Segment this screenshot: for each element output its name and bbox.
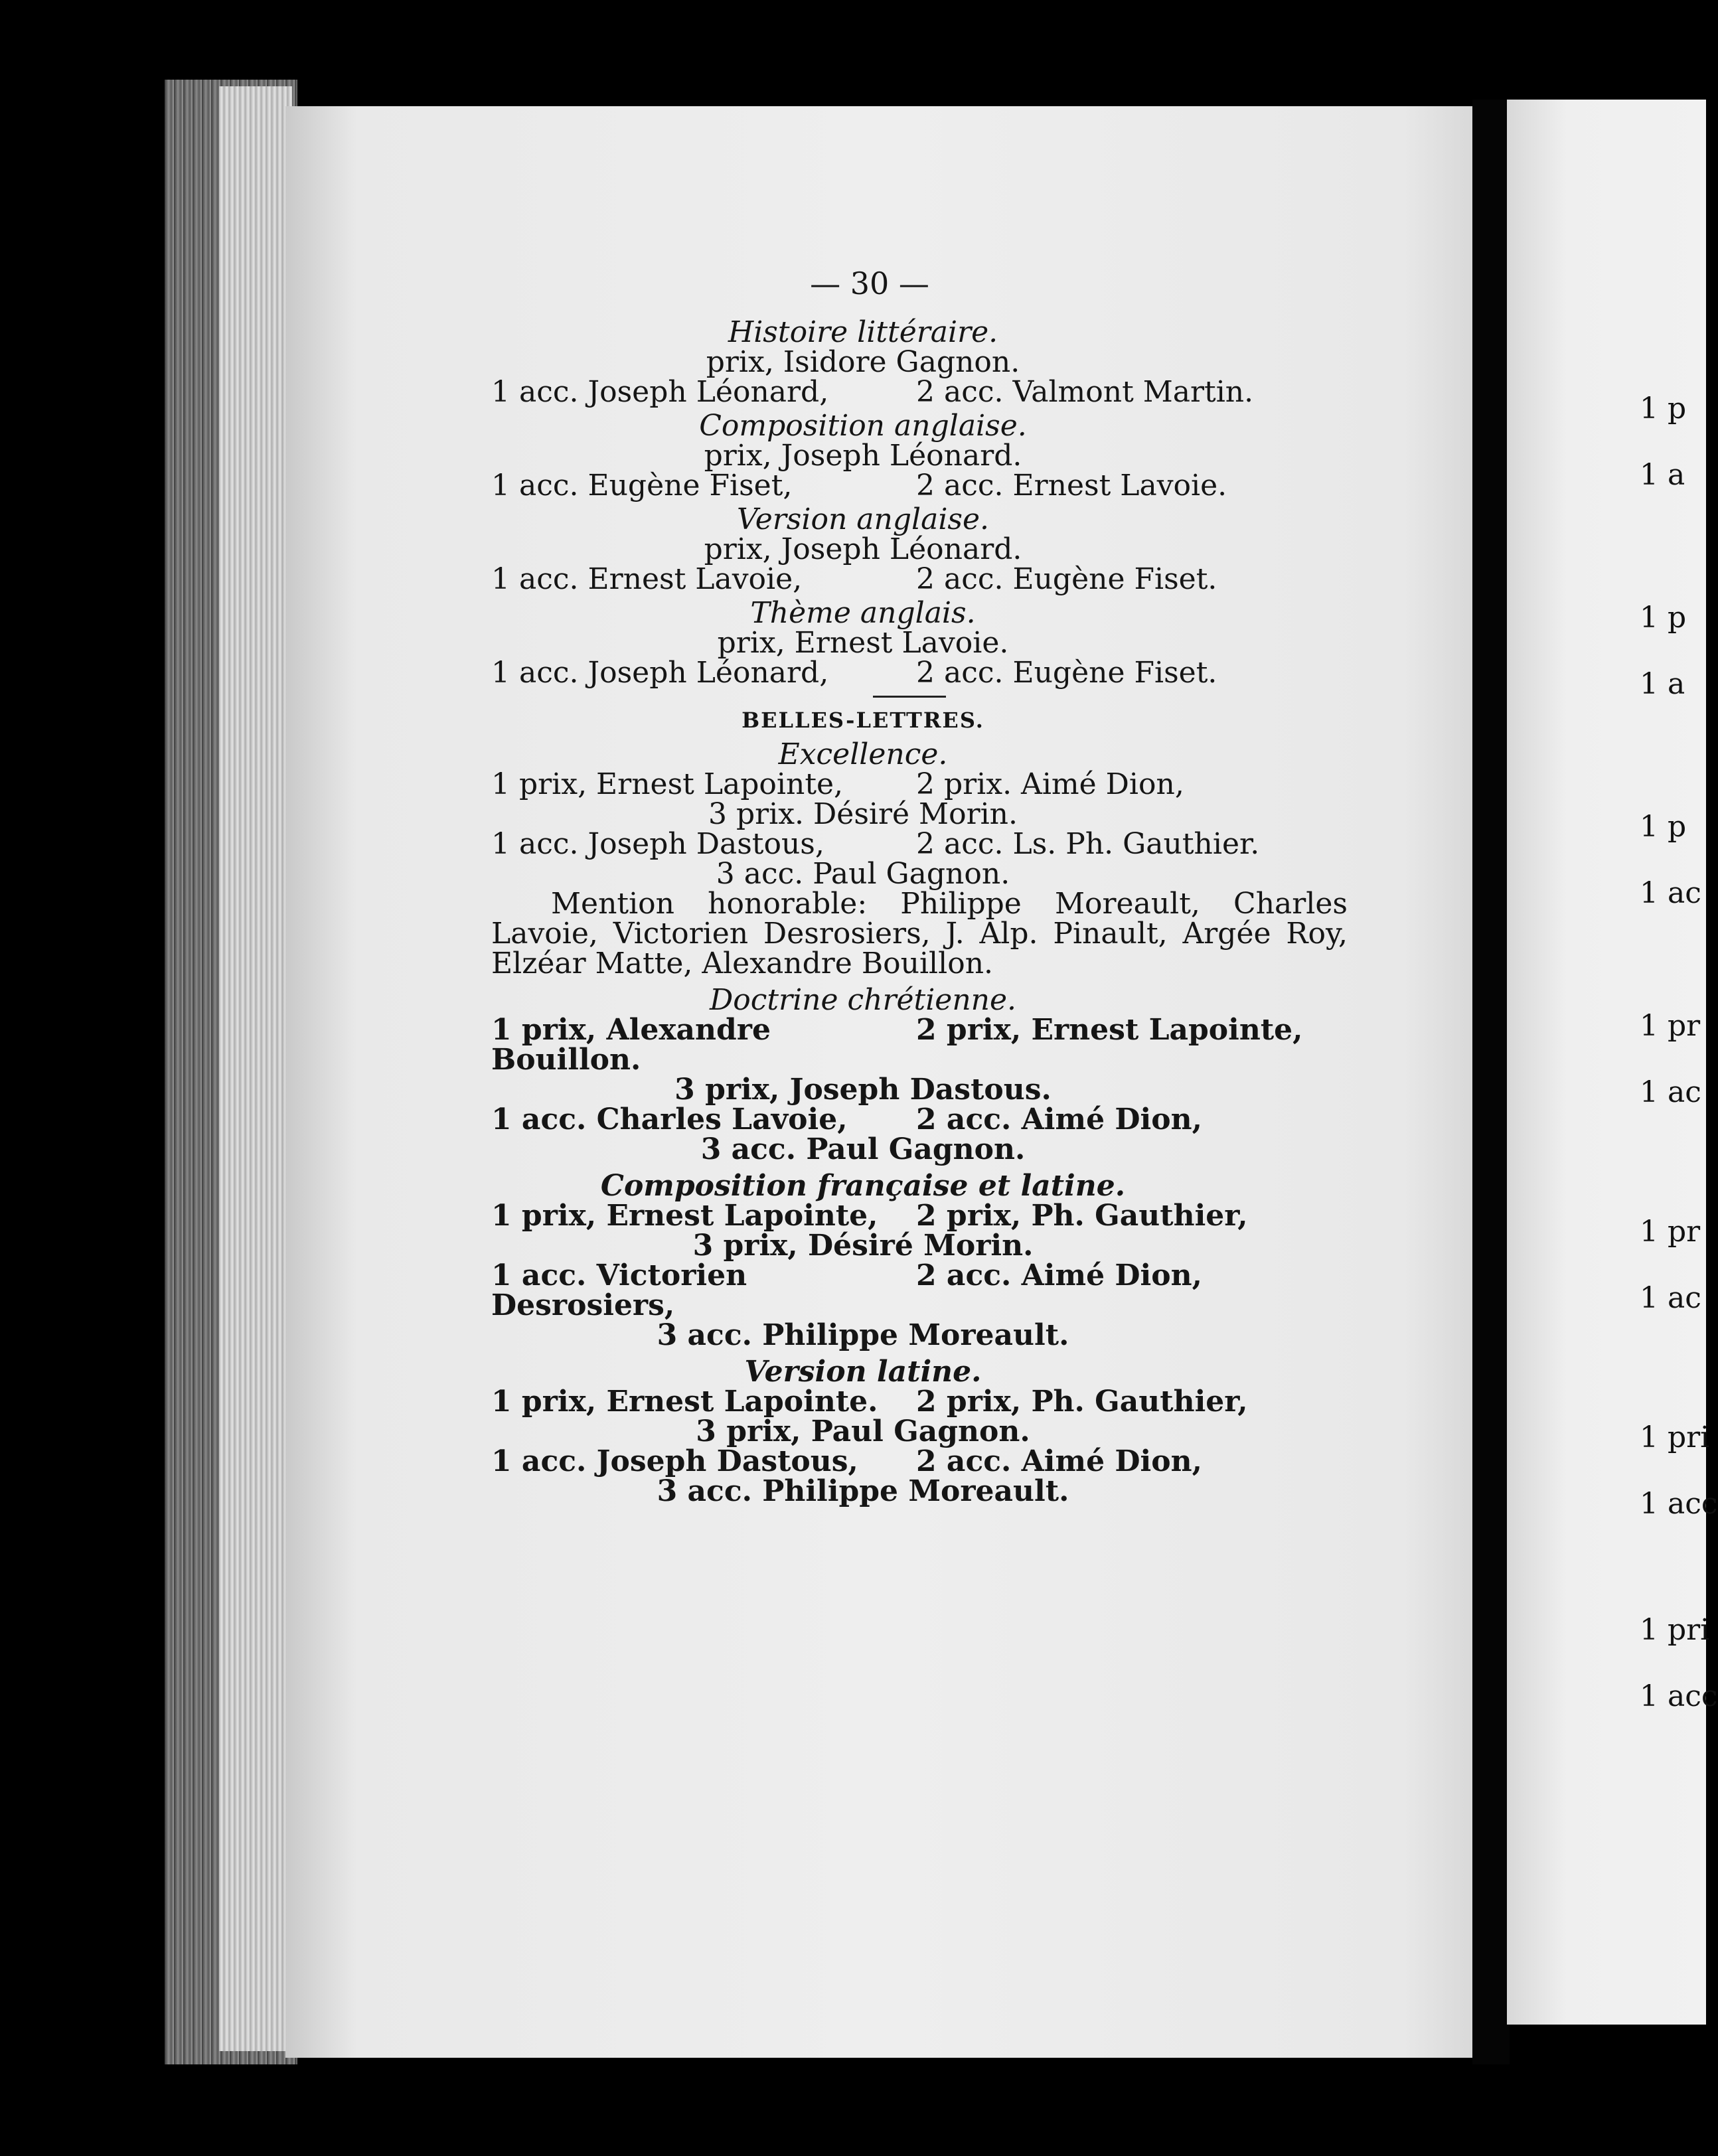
prize-1: 1 prix, Ernest Lapointe,: [491, 767, 844, 801]
prize-2: 2 prix. Aimé Dion,: [916, 767, 1184, 801]
section-heading: Excellence.: [778, 737, 948, 771]
prize-3: 3 prix. Désiré Morin.: [708, 797, 1018, 831]
facing-page-line: 1 pr: [1640, 1215, 1701, 1249]
prize-2: 2 prix, Ph. Gauthier,: [916, 1385, 1248, 1419]
accessit-2: 2 acc. Eugène Fiset.: [916, 656, 1217, 690]
accessit-2: 2 acc. Ernest Lavoie.: [916, 469, 1227, 502]
accessit-row: [491, 829, 1354, 859]
accessit-3: 3 acc. Paul Gagnon.: [716, 857, 1010, 891]
prize-2: 2 prix, Ernest Lapointe,: [916, 1013, 1303, 1047]
facing-page-line: 1 a: [1640, 667, 1685, 701]
facing-page: [1507, 100, 1706, 2025]
accessit-row: [491, 1261, 1354, 1320]
accessit-1: 1 acc. Joseph Léonard,: [491, 656, 829, 690]
accessit-1: 1 acc. Charles Lavoie,: [491, 1103, 848, 1136]
section-heading: Thème anglais.: [750, 596, 976, 630]
section-heading: Composition française et latine.: [600, 1169, 1126, 1203]
class-title: BELLES-LETTRES.: [742, 708, 984, 733]
prize-line: prix, Joseph Léonard.: [704, 439, 1022, 473]
prize-1: 1 prix, Ernest Lapointe.: [491, 1385, 878, 1419]
prize-3: 3 prix, Désiré Morin.: [692, 1229, 1034, 1263]
prize-3: 3 prix, Joseph Dastous.: [674, 1073, 1052, 1107]
facing-page-line: 1 p: [1640, 392, 1687, 425]
facing-page-line: 1 ac: [1640, 1281, 1701, 1315]
accessit-row: [491, 1105, 1354, 1134]
page-content: [491, 266, 1354, 1508]
prize-row: [491, 1015, 1354, 1075]
accessit-3: 3 acc. Paul Gagnon.: [700, 1132, 1026, 1166]
accessit-1: 1 acc. Joseph Dastous,: [491, 827, 824, 861]
accessit-1: 1 acc. Joseph Dastous,: [491, 1444, 858, 1478]
accessit-row: [491, 377, 1354, 407]
accessit-1: 1 acc. Victorien Desrosiers,: [491, 1259, 747, 1322]
facing-page-line: 1 p: [1640, 810, 1687, 844]
section-heading: Version anglaise.: [737, 502, 989, 536]
accessit-2: 2 acc. Aimé Dion,: [916, 1259, 1202, 1292]
prize-1: 1 prix, Ernest Lapointe,: [491, 1199, 878, 1233]
page-number: — 30 —: [810, 266, 929, 301]
accessit-2: 2 acc. Aimé Dion,: [916, 1444, 1202, 1478]
section-divider: [873, 696, 946, 698]
accessit-3: 3 acc. Philippe Moreault.: [657, 1474, 1069, 1508]
accessit-2: 2 acc. Eugène Fiset.: [916, 562, 1217, 596]
section-heading: Composition anglaise.: [699, 409, 1027, 443]
facing-page-line: 1 acc: [1640, 1487, 1718, 1521]
book-gutter: [1472, 100, 1510, 2064]
accessit-1: 1 acc. Ernest Lavoie,: [491, 562, 803, 596]
section-heading: Version latine.: [744, 1355, 982, 1389]
prize-row: [491, 1201, 1354, 1231]
prize-1: 1 prix, Alexandre Bouillon.: [491, 1013, 771, 1077]
accessit-row: [491, 1446, 1354, 1476]
honorable-mention: Mention honorable: Philippe Moreault, Charles Lavoie, Victorien Desrosiers, J. Alp. Pinault, Argée Roy, Elzéar Matte, Alexandre Bouillon.: [491, 887, 1348, 980]
facing-page-line: 1 ac: [1640, 876, 1701, 910]
facing-page-line: 1 pri: [1640, 1613, 1710, 1647]
prize-row: [491, 1387, 1354, 1417]
facing-page-line: 1 acc: [1640, 1679, 1718, 1713]
accessit-row: [491, 658, 1354, 688]
accessit-2: 2 acc. Ls. Ph. Gauthier.: [916, 827, 1260, 861]
prize-line: prix, Joseph Léonard.: [704, 532, 1022, 566]
accessit-2: 2 acc. Valmont Martin.: [916, 375, 1254, 409]
section-heading: Histoire littéraire.: [728, 315, 998, 349]
accessit-1: 1 acc. Eugène Fiset,: [491, 469, 793, 502]
accessit-3: 3 acc. Philippe Moreault.: [657, 1318, 1069, 1352]
facing-page-line: 1 pri: [1640, 1421, 1710, 1454]
book-page-edges-inner: [219, 86, 292, 2051]
prize-3: 3 prix, Paul Gagnon.: [696, 1415, 1030, 1448]
accessit-1: 1 acc. Joseph Léonard,: [491, 375, 829, 409]
accessit-row: [491, 564, 1354, 594]
facing-page-line: 1 ac: [1640, 1075, 1701, 1109]
prize-line: prix, Isidore Gagnon.: [706, 345, 1020, 379]
section-heading: Doctrine chrétienne.: [709, 983, 1017, 1017]
facing-page-line: 1 pr: [1640, 1009, 1701, 1043]
prize-line: prix, Ernest Lavoie.: [717, 626, 1009, 660]
accessit-2: 2 acc. Aimé Dion,: [916, 1103, 1202, 1136]
facing-page-line: 1 p: [1640, 601, 1687, 635]
facing-page-line: 1 a: [1640, 458, 1685, 492]
accessit-row: [491, 471, 1354, 501]
prize-2: 2 prix, Ph. Gauthier,: [916, 1199, 1248, 1233]
prize-row: [491, 769, 1354, 799]
